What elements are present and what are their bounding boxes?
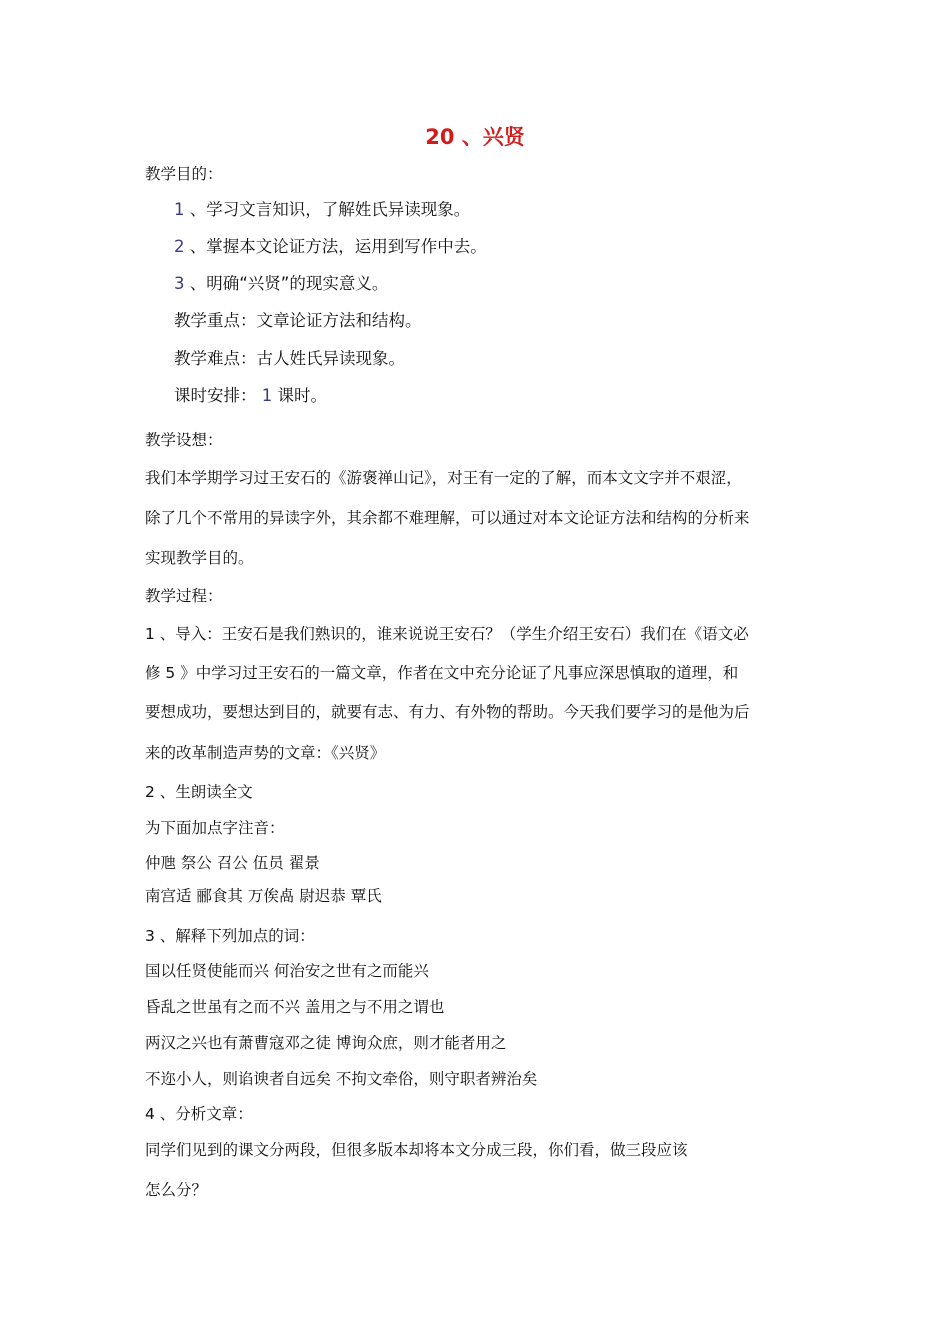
difficulty: 教学难点：古人姓氏异读现象。	[174, 349, 405, 368]
process-line: 仲虺 祭公 召公 伍员 翟景	[145, 854, 320, 872]
process-line: 国以任贤使能而兴 何治安之世有之而能兴	[145, 962, 429, 980]
objective-3	[174, 272, 388, 296]
process-heading: 教学过程：	[145, 587, 223, 605]
objective-1-number: 1	[174, 200, 185, 219]
process-line: 修 5 》中学习过王安石的一篇文章，作者在文中充分论证了凡事应深思慎取的道理，和	[145, 664, 739, 682]
objectives-heading: 教学目的：	[145, 165, 223, 183]
process-line: 1 、导入：王安石是我们熟识的，谁来说说王安石？（学生介绍王安石）我们在《语文必	[145, 625, 749, 643]
process-line: 要想成功，要想达到目的，就要有志、有力、有外物的帮助。今天我们要学习的是他为后	[145, 703, 750, 721]
process-line: 为下面加点字注音：	[145, 819, 285, 837]
process-line: 南宫适 郦食其 万俟卨 尉迟恭 覃氏	[145, 887, 382, 905]
objective-1	[174, 198, 470, 222]
schedule-text: 课时。	[272, 386, 327, 405]
objective-3-number: 3	[174, 274, 185, 293]
process-line: 不迩小人，则谄谀者自远矣 不拘文牵俗，则守职者辨治矣	[145, 1070, 538, 1088]
process-line: 昏乱之世虽有之而不兴 盖用之与不用之谓也	[145, 998, 445, 1016]
process-line: 同学们见到的课文分两段，但很多版本却将本文分成三段，你们看，做三段应该	[145, 1141, 688, 1159]
objective-3-text: 、明确“兴贤”的现实意义。	[184, 274, 389, 293]
schedule-number: 1	[256, 386, 273, 405]
design-line: 实现教学目的。	[145, 549, 254, 567]
design-line: 我们本学期学习过王安石的《游褒禅山记》，对王有一定的了解，而本文文字并不艰涩，	[145, 469, 742, 487]
key-point: 教学重点：文章论证方法和结构。	[174, 311, 422, 330]
process-line: 怎么分？	[145, 1181, 208, 1199]
process-line: 3 、解释下列加点的词：	[145, 927, 315, 945]
objective-2-text: 、掌握本文论证方法，运用到写作中去。	[184, 237, 487, 256]
design-line: 除了几个不常用的异读字外，其余都不难理解，可以通过对本文论证方法和结构的分析来	[145, 509, 750, 527]
process-line: 两汉之兴也有萧曹寇邓之徒 博询众庶，则才能者用之	[145, 1034, 507, 1052]
process-line: 2 、生朗读全文	[145, 783, 253, 801]
process-line: 4 、分析文章：	[145, 1105, 253, 1123]
objective-1-text: 、学习文言知识，了解姓氏异读现象。	[184, 200, 471, 219]
process-line: 来的改革制造声势的文章：《兴贤》	[145, 744, 386, 762]
design-heading: 教学设想：	[145, 431, 223, 449]
objective-2-number: 2	[174, 237, 185, 256]
schedule	[174, 384, 327, 408]
schedule-label: 课时安排：	[174, 386, 257, 405]
document-title: 20 、兴贤	[425, 125, 525, 149]
objective-2	[174, 235, 487, 259]
